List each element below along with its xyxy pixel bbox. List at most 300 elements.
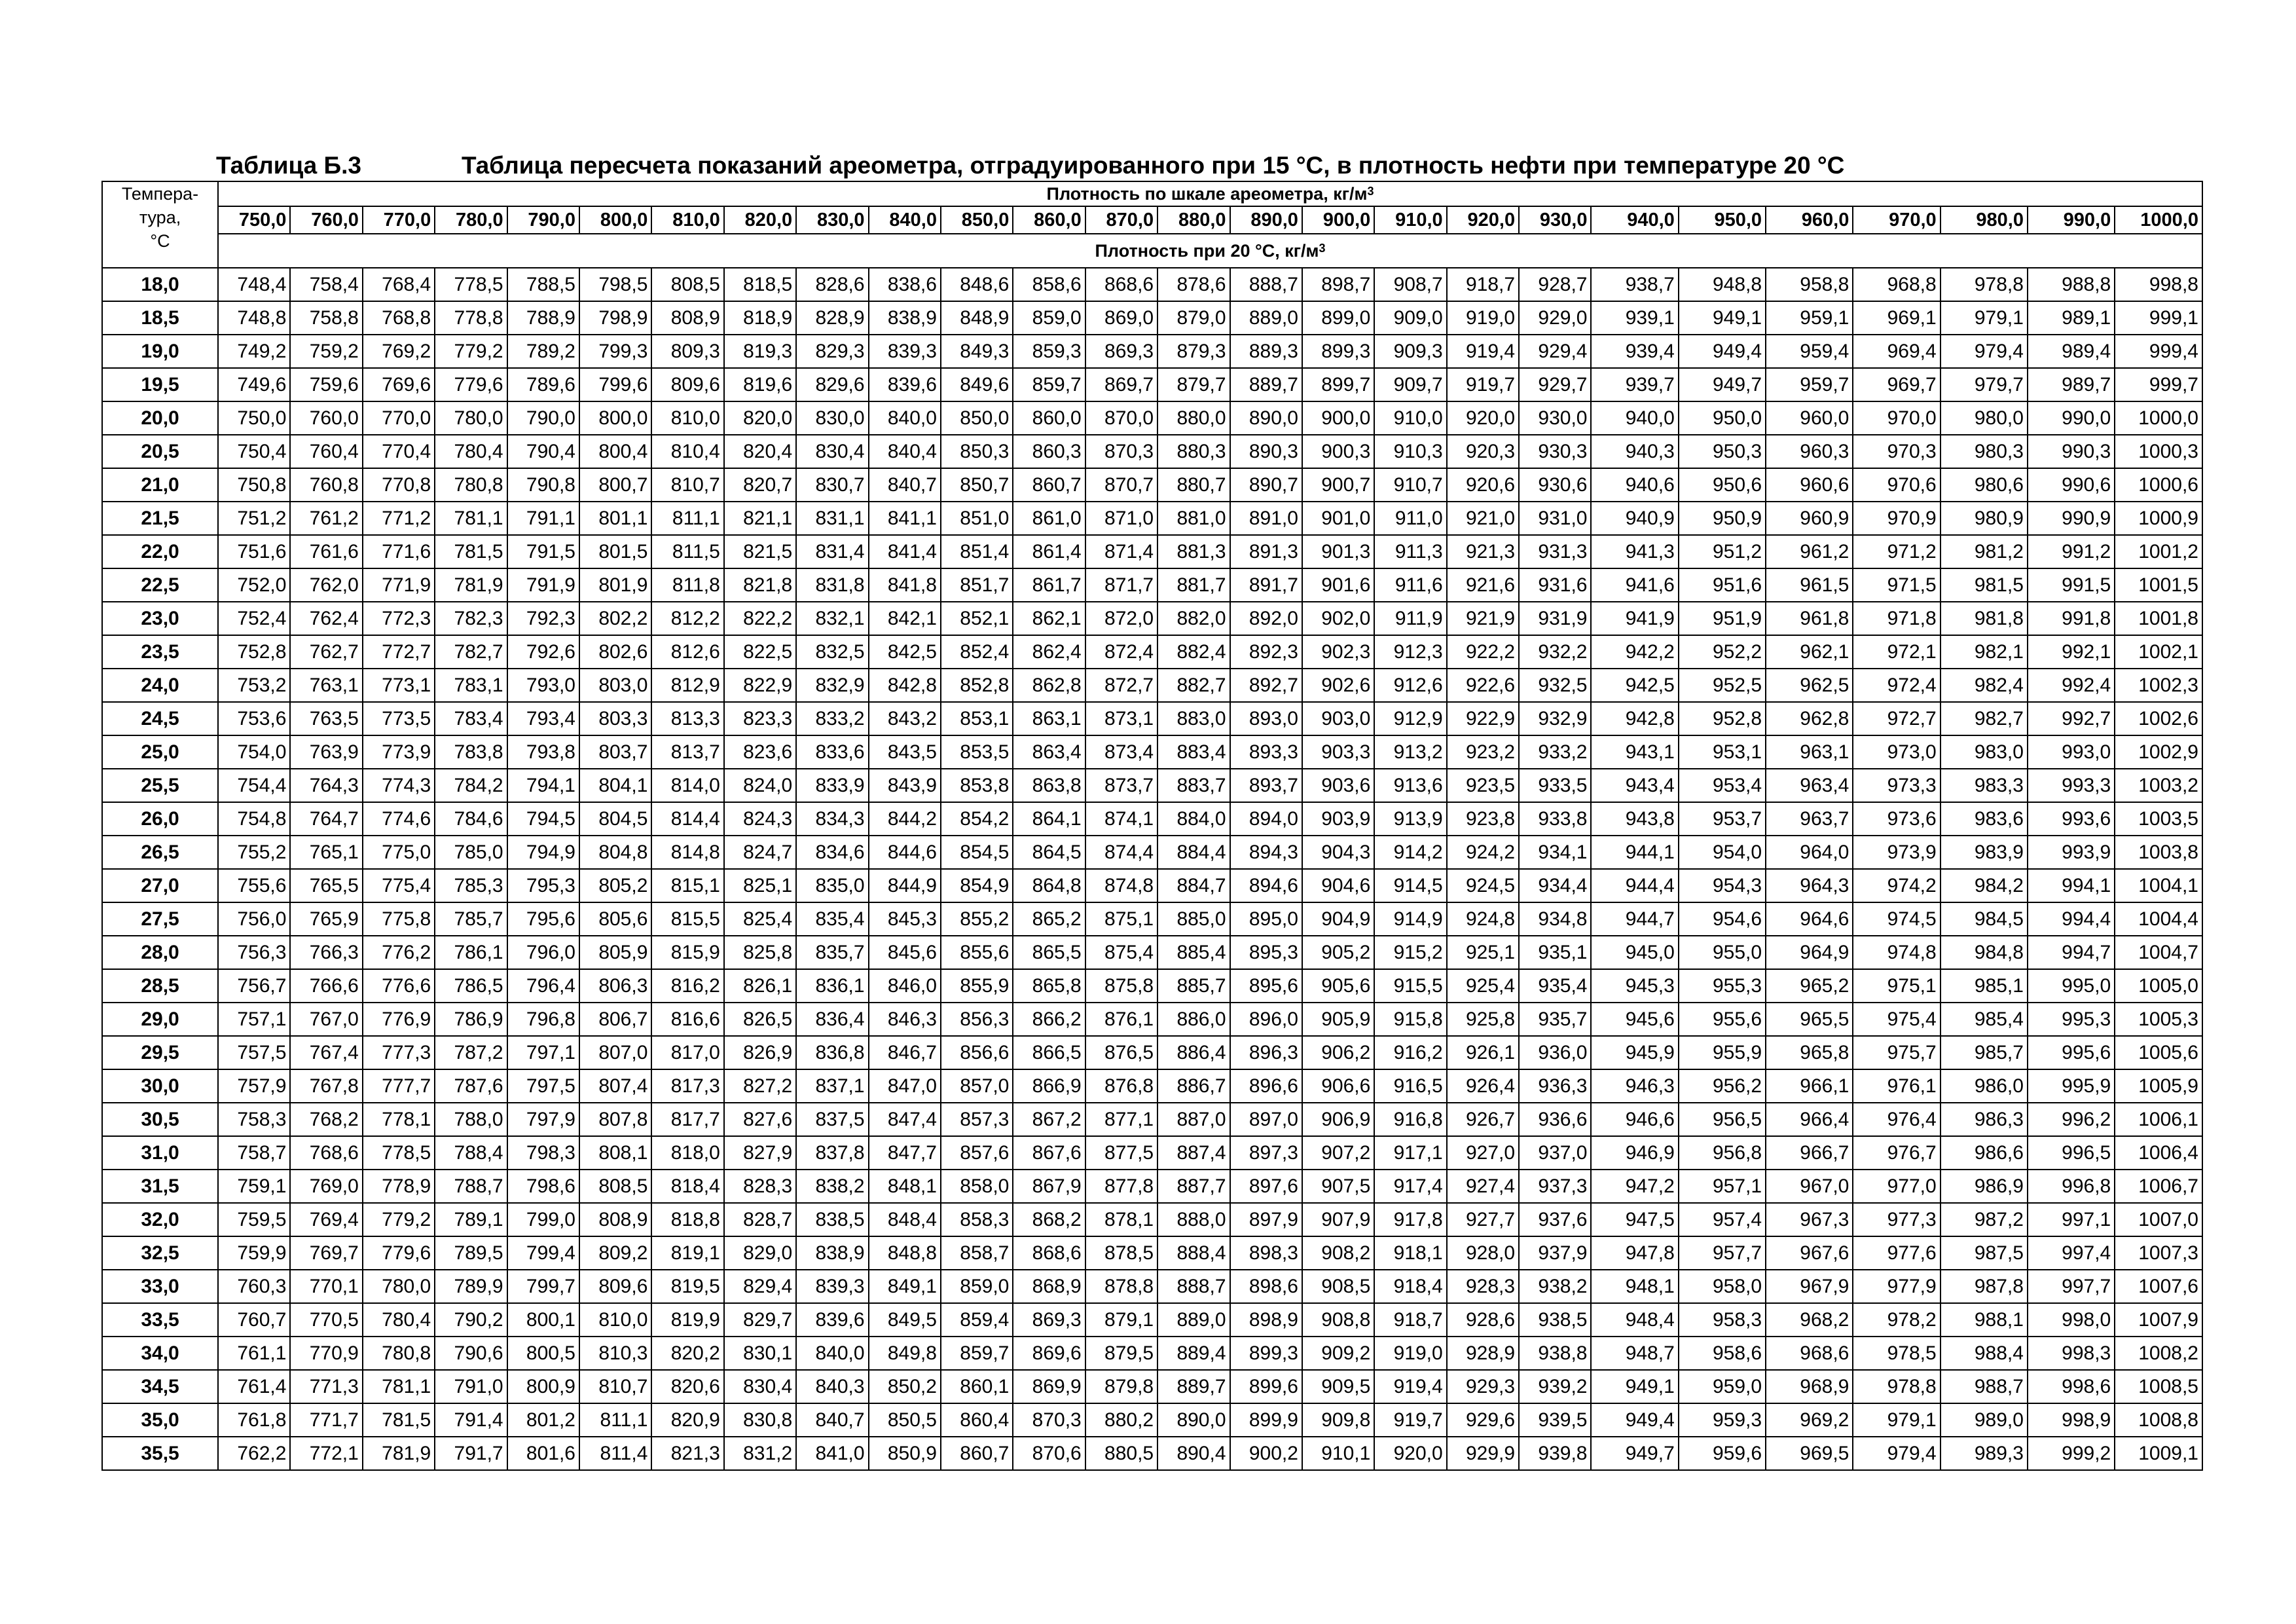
density-cell: 919,7 <box>1374 1403 1446 1437</box>
density-cell: 849,5 <box>869 1303 941 1337</box>
density-cell: 869,3 <box>1085 335 1157 368</box>
density-cell: 908,2 <box>1302 1236 1374 1270</box>
temperature-cell: 22,0 <box>102 535 218 568</box>
density-cell: 914,2 <box>1374 836 1446 869</box>
density-cell: 931,9 <box>1519 602 1591 635</box>
density-cell: 966,1 <box>1766 1069 1853 1103</box>
density-cell: 847,4 <box>869 1103 941 1136</box>
table-row <box>102 1136 2202 1170</box>
scale-column-header: 930,0 <box>1519 206 1591 234</box>
temperature-cell: 26,0 <box>102 802 218 836</box>
density-cell: 890,0 <box>1157 1403 1230 1437</box>
scale-density-header <box>218 181 2202 206</box>
density-cell: 892,7 <box>1230 669 1302 702</box>
density-cell: 842,1 <box>869 602 941 635</box>
density-cell: 801,6 <box>507 1437 579 1470</box>
density-cell: 818,0 <box>651 1136 723 1170</box>
density-cell: 956,8 <box>1679 1136 1766 1170</box>
table-row <box>102 335 2202 368</box>
temperature-cell: 21,5 <box>102 502 218 535</box>
density-cell: 998,6 <box>2028 1370 2115 1403</box>
density-cell: 827,2 <box>724 1069 796 1103</box>
density-cell: 791,0 <box>435 1370 507 1403</box>
density-cell: 769,6 <box>363 368 435 401</box>
density-cell: 978,8 <box>1941 268 2028 301</box>
density-cell: 989,7 <box>2028 368 2115 401</box>
density-cell: 798,3 <box>507 1136 579 1170</box>
density-cell: 870,3 <box>1013 1403 1085 1437</box>
scale-density-header-text: Плотность по шкале ареометра, кг/м <box>1046 184 1368 204</box>
density-cell: 773,1 <box>363 669 435 702</box>
density-cell: 780,4 <box>435 435 507 468</box>
density-cell: 903,3 <box>1302 735 1374 769</box>
density-cell: 968,6 <box>1766 1337 1853 1370</box>
density-cell: 765,9 <box>290 902 362 936</box>
density-cell: 878,6 <box>1157 268 1230 301</box>
density-cell: 887,4 <box>1157 1136 1230 1170</box>
density-cell: 957,1 <box>1679 1170 1766 1203</box>
density-cell: 987,2 <box>1941 1203 2028 1236</box>
density-cell: 990,0 <box>2028 401 2115 435</box>
density-cell: 923,8 <box>1447 802 1519 836</box>
density-cell: 967,0 <box>1766 1170 1853 1203</box>
density-cell: 769,2 <box>363 335 435 368</box>
density-cell: 812,2 <box>651 602 723 635</box>
density-cell: 768,8 <box>363 301 435 335</box>
density-cell: 983,6 <box>1941 802 2028 836</box>
density-cell: 950,3 <box>1679 435 1766 468</box>
density-cell: 1001,2 <box>2115 535 2202 568</box>
density-cell: 790,8 <box>507 468 579 502</box>
density-cell: 809,6 <box>651 368 723 401</box>
density-cell: 979,4 <box>1853 1437 1940 1470</box>
density-cell: 915,2 <box>1374 936 1446 969</box>
density-cell: 974,2 <box>1853 869 1940 902</box>
density-cell: 976,4 <box>1853 1103 1940 1136</box>
density-cell: 922,6 <box>1447 669 1519 702</box>
density-cell: 762,0 <box>290 568 362 602</box>
table-row <box>102 969 2202 1003</box>
density-cell: 754,4 <box>218 769 290 802</box>
density-cell: 842,5 <box>869 635 941 669</box>
density-cell: 753,6 <box>218 702 290 735</box>
density-cell: 963,4 <box>1766 769 1853 802</box>
density-cell: 909,3 <box>1374 335 1446 368</box>
density-cell: 890,3 <box>1230 435 1302 468</box>
density-cell: 960,3 <box>1766 435 1853 468</box>
density-cell: 801,2 <box>507 1403 579 1437</box>
density-cell: 800,4 <box>579 435 651 468</box>
temperature-cell: 26,5 <box>102 836 218 869</box>
density-cell: 966,7 <box>1766 1136 1853 1170</box>
density-cell: 951,9 <box>1679 602 1766 635</box>
scale-column-header: 900,0 <box>1302 206 1374 234</box>
density-cell: 881,0 <box>1157 502 1230 535</box>
density-cell: 860,1 <box>941 1370 1013 1403</box>
density-cell: 937,9 <box>1519 1236 1591 1270</box>
density-cell: 989,1 <box>2028 301 2115 335</box>
density-cell: 951,2 <box>1679 535 1766 568</box>
density-cell: 856,3 <box>941 1003 1013 1036</box>
density-cell: 799,6 <box>579 368 651 401</box>
density-cell: 927,4 <box>1447 1170 1519 1203</box>
density-cell: 938,5 <box>1519 1303 1591 1337</box>
density-cell: 937,3 <box>1519 1170 1591 1203</box>
density-cell: 850,5 <box>869 1403 941 1437</box>
density-cell: 837,1 <box>796 1069 868 1103</box>
density-cell: 783,4 <box>435 702 507 735</box>
density-cell: 811,8 <box>651 568 723 602</box>
density-cell: 782,3 <box>435 602 507 635</box>
density-cell: 866,9 <box>1013 1069 1085 1103</box>
density-cell: 881,7 <box>1157 568 1230 602</box>
density-cell: 907,2 <box>1302 1136 1374 1170</box>
density-cell: 791,7 <box>435 1437 507 1470</box>
density-cell: 1009,1 <box>2115 1437 2202 1470</box>
density-cell: 946,3 <box>1591 1069 1678 1103</box>
density-cell: 812,6 <box>651 635 723 669</box>
density-cell: 804,5 <box>579 802 651 836</box>
density-cell: 765,1 <box>290 836 362 869</box>
density-cell: 928,0 <box>1447 1236 1519 1270</box>
density-cell: 990,9 <box>2028 502 2115 535</box>
density-cell: 939,4 <box>1591 335 1678 368</box>
density-cell: 800,5 <box>507 1337 579 1370</box>
density-cell: 986,3 <box>1941 1103 2028 1136</box>
density-cell: 965,2 <box>1766 969 1853 1003</box>
density-cell: 851,4 <box>941 535 1013 568</box>
density-cell: 810,0 <box>579 1303 651 1337</box>
density-cell: 841,1 <box>869 502 941 535</box>
density-cell: 947,2 <box>1591 1170 1678 1203</box>
density-cell: 990,3 <box>2028 435 2115 468</box>
density-cell: 972,7 <box>1853 702 1940 735</box>
density-cell: 757,9 <box>218 1069 290 1103</box>
density-cell: 830,0 <box>796 401 868 435</box>
temperature-header-line: °С <box>150 231 170 251</box>
density-cell: 859,7 <box>941 1337 1013 1370</box>
density-cell: 906,6 <box>1302 1069 1374 1103</box>
density-cell: 984,2 <box>1941 869 2028 902</box>
density-cell: 999,4 <box>2115 335 2202 368</box>
table-row <box>102 1170 2202 1203</box>
density-cell: 1000,6 <box>2115 468 2202 502</box>
density-cell: 880,2 <box>1085 1403 1157 1437</box>
scale-column-header: 910,0 <box>1374 206 1446 234</box>
density-cell: 989,4 <box>2028 335 2115 368</box>
density-cell: 999,1 <box>2115 301 2202 335</box>
density-cell: 809,2 <box>579 1236 651 1270</box>
density-cell: 880,7 <box>1157 468 1230 502</box>
density-cell: 809,3 <box>651 335 723 368</box>
density-cell: 927,0 <box>1447 1136 1519 1170</box>
density-cell: 894,6 <box>1230 869 1302 902</box>
density-cell: 773,9 <box>363 735 435 769</box>
density-cell: 941,6 <box>1591 568 1678 602</box>
density-cell: 862,4 <box>1013 635 1085 669</box>
density-cell: 863,1 <box>1013 702 1085 735</box>
table-row <box>102 1270 2202 1303</box>
density-cell: 791,4 <box>435 1403 507 1437</box>
density-cell: 970,0 <box>1853 401 1940 435</box>
density-cell: 1000,9 <box>2115 502 2202 535</box>
density-cell: 769,0 <box>290 1170 362 1203</box>
density-cell: 982,4 <box>1941 669 2028 702</box>
density-cell: 824,0 <box>724 769 796 802</box>
density-cell: 953,1 <box>1679 735 1766 769</box>
density-cell: 838,2 <box>796 1170 868 1203</box>
density-cell: 844,2 <box>869 802 941 836</box>
density-cell: 821,8 <box>724 568 796 602</box>
density-cell: 846,3 <box>869 1003 941 1036</box>
density-cell: 995,3 <box>2028 1003 2115 1036</box>
density-cell: 800,0 <box>579 401 651 435</box>
density-cell: 908,8 <box>1302 1303 1374 1337</box>
density-cell: 792,6 <box>507 635 579 669</box>
density-cell: 976,7 <box>1853 1136 1940 1170</box>
density-20-header-text: Плотность при 20 °С, кг/м <box>1095 241 1319 261</box>
density-cell: 797,5 <box>507 1069 579 1103</box>
density-cell: 997,4 <box>2028 1236 2115 1270</box>
density-cell: 829,0 <box>724 1236 796 1270</box>
density-cell: 754,0 <box>218 735 290 769</box>
density-cell: 810,0 <box>651 401 723 435</box>
density-cell: 788,7 <box>435 1170 507 1203</box>
density-cell: 906,9 <box>1302 1103 1374 1136</box>
density-cell: 951,6 <box>1679 568 1766 602</box>
density-cell: 816,2 <box>651 969 723 1003</box>
density-cell: 992,7 <box>2028 702 2115 735</box>
density-cell: 758,3 <box>218 1103 290 1136</box>
density-cell: 843,2 <box>869 702 941 735</box>
density-cell: 810,4 <box>651 435 723 468</box>
density-cell: 980,6 <box>1941 468 2028 502</box>
density-cell: 904,6 <box>1302 869 1374 902</box>
density-cell: 905,6 <box>1302 969 1374 1003</box>
density-cell: 786,5 <box>435 969 507 1003</box>
temperature-cell: 30,5 <box>102 1103 218 1136</box>
density-cell: 839,6 <box>869 368 941 401</box>
density-cell: 759,1 <box>218 1170 290 1203</box>
density-cell: 849,3 <box>941 335 1013 368</box>
temperature-cell: 20,0 <box>102 401 218 435</box>
density-cell: 926,4 <box>1447 1069 1519 1103</box>
density-cell: 991,8 <box>2028 602 2115 635</box>
density-cell: 758,4 <box>290 268 362 301</box>
density-cell: 993,0 <box>2028 735 2115 769</box>
density-cell: 996,8 <box>2028 1170 2115 1203</box>
density-cell: 781,1 <box>363 1370 435 1403</box>
density-cell: 994,1 <box>2028 869 2115 902</box>
density-cell: 977,9 <box>1853 1270 1940 1303</box>
density-cell: 824,7 <box>724 836 796 869</box>
density-cell: 956,5 <box>1679 1103 1766 1136</box>
density-cell: 758,8 <box>290 301 362 335</box>
density-cell: 953,7 <box>1679 802 1766 836</box>
density-cell: 799,0 <box>507 1203 579 1236</box>
density-cell: 921,6 <box>1447 568 1519 602</box>
density-cell: 780,0 <box>435 401 507 435</box>
density-cell: 760,8 <box>290 468 362 502</box>
density-cell: 913,6 <box>1374 769 1446 802</box>
density-cell: 778,5 <box>435 268 507 301</box>
density-cell: 760,4 <box>290 435 362 468</box>
density-cell: 900,7 <box>1302 468 1374 502</box>
density-cell: 931,3 <box>1519 535 1591 568</box>
density-cell: 763,9 <box>290 735 362 769</box>
density-cell: 997,1 <box>2028 1203 2115 1236</box>
scale-column-header: 750,0 <box>218 206 290 234</box>
density-cell: 839,6 <box>796 1303 868 1337</box>
density-cell: 859,4 <box>941 1303 1013 1337</box>
density-cell: 890,7 <box>1230 468 1302 502</box>
density-cell: 939,2 <box>1519 1370 1591 1403</box>
density-cell: 819,6 <box>724 368 796 401</box>
density-cell: 754,8 <box>218 802 290 836</box>
density-cell: 808,1 <box>579 1136 651 1170</box>
density-cell: 760,7 <box>218 1303 290 1337</box>
scale-column-header: 960,0 <box>1766 206 1853 234</box>
density-cell: 927,7 <box>1447 1203 1519 1236</box>
density-cell: 931,6 <box>1519 568 1591 602</box>
density-cell: 909,5 <box>1302 1370 1374 1403</box>
density-cell: 937,6 <box>1519 1203 1591 1236</box>
density-cell: 806,7 <box>579 1003 651 1036</box>
density-cell: 924,2 <box>1447 836 1519 869</box>
density-cell: 957,7 <box>1679 1236 1766 1270</box>
density-cell: 843,9 <box>869 769 941 802</box>
density-cell: 896,0 <box>1230 1003 1302 1036</box>
unit-superscript: 3 <box>1367 185 1374 198</box>
density-cell: 943,1 <box>1591 735 1678 769</box>
density-cell: 886,7 <box>1157 1069 1230 1103</box>
density-cell: 916,5 <box>1374 1069 1446 1103</box>
density-cell: 771,7 <box>290 1403 362 1437</box>
density-cell: 993,6 <box>2028 802 2115 836</box>
density-cell: 898,7 <box>1302 268 1374 301</box>
table-row <box>102 535 2202 568</box>
density-cell: 945,9 <box>1591 1036 1678 1069</box>
density-cell: 752,4 <box>218 602 290 635</box>
density-cell: 933,2 <box>1519 735 1591 769</box>
density-cell: 756,0 <box>218 902 290 936</box>
density-cell: 988,1 <box>1941 1303 2028 1337</box>
density-cell: 840,7 <box>796 1403 868 1437</box>
density-cell: 782,7 <box>435 635 507 669</box>
temperature-cell: 28,0 <box>102 936 218 969</box>
density-cell: 771,3 <box>290 1370 362 1403</box>
scale-column-header: 850,0 <box>941 206 1013 234</box>
density-cell: 919,7 <box>1447 368 1519 401</box>
density-cell: 897,9 <box>1230 1203 1302 1236</box>
density-cell: 759,6 <box>290 368 362 401</box>
density-cell: 819,1 <box>651 1236 723 1270</box>
density-cell: 888,4 <box>1157 1236 1230 1270</box>
density-cell: 941,3 <box>1591 535 1678 568</box>
density-cell: 820,2 <box>651 1337 723 1370</box>
density-cell: 785,3 <box>435 869 507 902</box>
density-cell: 1006,7 <box>2115 1170 2202 1203</box>
temperature-cell: 28,5 <box>102 969 218 1003</box>
density-cell: 972,4 <box>1853 669 1940 702</box>
density-cell: 982,7 <box>1941 702 2028 735</box>
density-cell: 789,9 <box>435 1270 507 1303</box>
density-cell: 965,5 <box>1766 1003 1853 1036</box>
density-cell: 920,0 <box>1374 1437 1446 1470</box>
density-cell: 913,9 <box>1374 802 1446 836</box>
density-cell: 940,3 <box>1591 435 1678 468</box>
density-cell: 904,9 <box>1302 902 1374 936</box>
temperature-cell: 27,0 <box>102 869 218 902</box>
density-cell: 918,1 <box>1374 1236 1446 1270</box>
density-cell: 955,9 <box>1679 1036 1766 1069</box>
density-cell: 911,9 <box>1374 602 1446 635</box>
density-cell: 801,5 <box>579 535 651 568</box>
table-row <box>102 1036 2202 1069</box>
density-cell: 818,4 <box>651 1170 723 1203</box>
density-cell: 964,3 <box>1766 869 1853 902</box>
density-cell: 806,3 <box>579 969 651 1003</box>
density-cell: 838,6 <box>869 268 941 301</box>
density-cell: 952,5 <box>1679 669 1766 702</box>
density-cell: 875,4 <box>1085 936 1157 969</box>
density-cell: 905,2 <box>1302 936 1374 969</box>
density-cell: 925,1 <box>1447 936 1519 969</box>
density-cell: 867,9 <box>1013 1170 1085 1203</box>
density-cell: 888,7 <box>1230 268 1302 301</box>
density-cell: 975,7 <box>1853 1036 1940 1069</box>
density-cell: 772,1 <box>290 1437 362 1470</box>
temperature-cell: 35,5 <box>102 1437 218 1470</box>
density-cell: 805,9 <box>579 936 651 969</box>
density-cell: 949,4 <box>1591 1403 1678 1437</box>
density-cell: 861,4 <box>1013 535 1085 568</box>
density-cell: 789,5 <box>435 1236 507 1270</box>
density-cell: 952,8 <box>1679 702 1766 735</box>
density-cell: 840,0 <box>796 1337 868 1370</box>
density-cell: 761,6 <box>290 535 362 568</box>
table-row <box>102 869 2202 902</box>
density-cell: 780,8 <box>435 468 507 502</box>
density-cell: 908,5 <box>1302 1270 1374 1303</box>
density-cell: 862,1 <box>1013 602 1085 635</box>
density-cell: 794,5 <box>507 802 579 836</box>
density-cell: 919,0 <box>1447 301 1519 335</box>
density-cell: 860,0 <box>1013 401 1085 435</box>
density-cell: 807,4 <box>579 1069 651 1103</box>
density-cell: 768,6 <box>290 1136 362 1170</box>
density-cell: 867,2 <box>1013 1103 1085 1136</box>
density-cell: 975,4 <box>1853 1003 1940 1036</box>
density-cell: 821,5 <box>724 535 796 568</box>
density-cell: 932,2 <box>1519 635 1591 669</box>
table-row <box>102 401 2202 435</box>
scale-column-header: 950,0 <box>1679 206 1766 234</box>
density-cell: 830,4 <box>796 435 868 468</box>
density-cell: 1006,4 <box>2115 1136 2202 1170</box>
density-cell: 788,9 <box>507 301 579 335</box>
density-cell: 836,4 <box>796 1003 868 1036</box>
density-cell: 760,3 <box>218 1270 290 1303</box>
density-cell: 823,6 <box>724 735 796 769</box>
temperature-cell: 32,0 <box>102 1203 218 1236</box>
density-cell: 916,2 <box>1374 1036 1446 1069</box>
density-cell: 785,7 <box>435 902 507 936</box>
temperature-cell: 24,5 <box>102 702 218 735</box>
density-cell: 784,2 <box>435 769 507 802</box>
density-cell: 840,3 <box>796 1370 868 1403</box>
density-cell: 949,7 <box>1591 1437 1678 1470</box>
